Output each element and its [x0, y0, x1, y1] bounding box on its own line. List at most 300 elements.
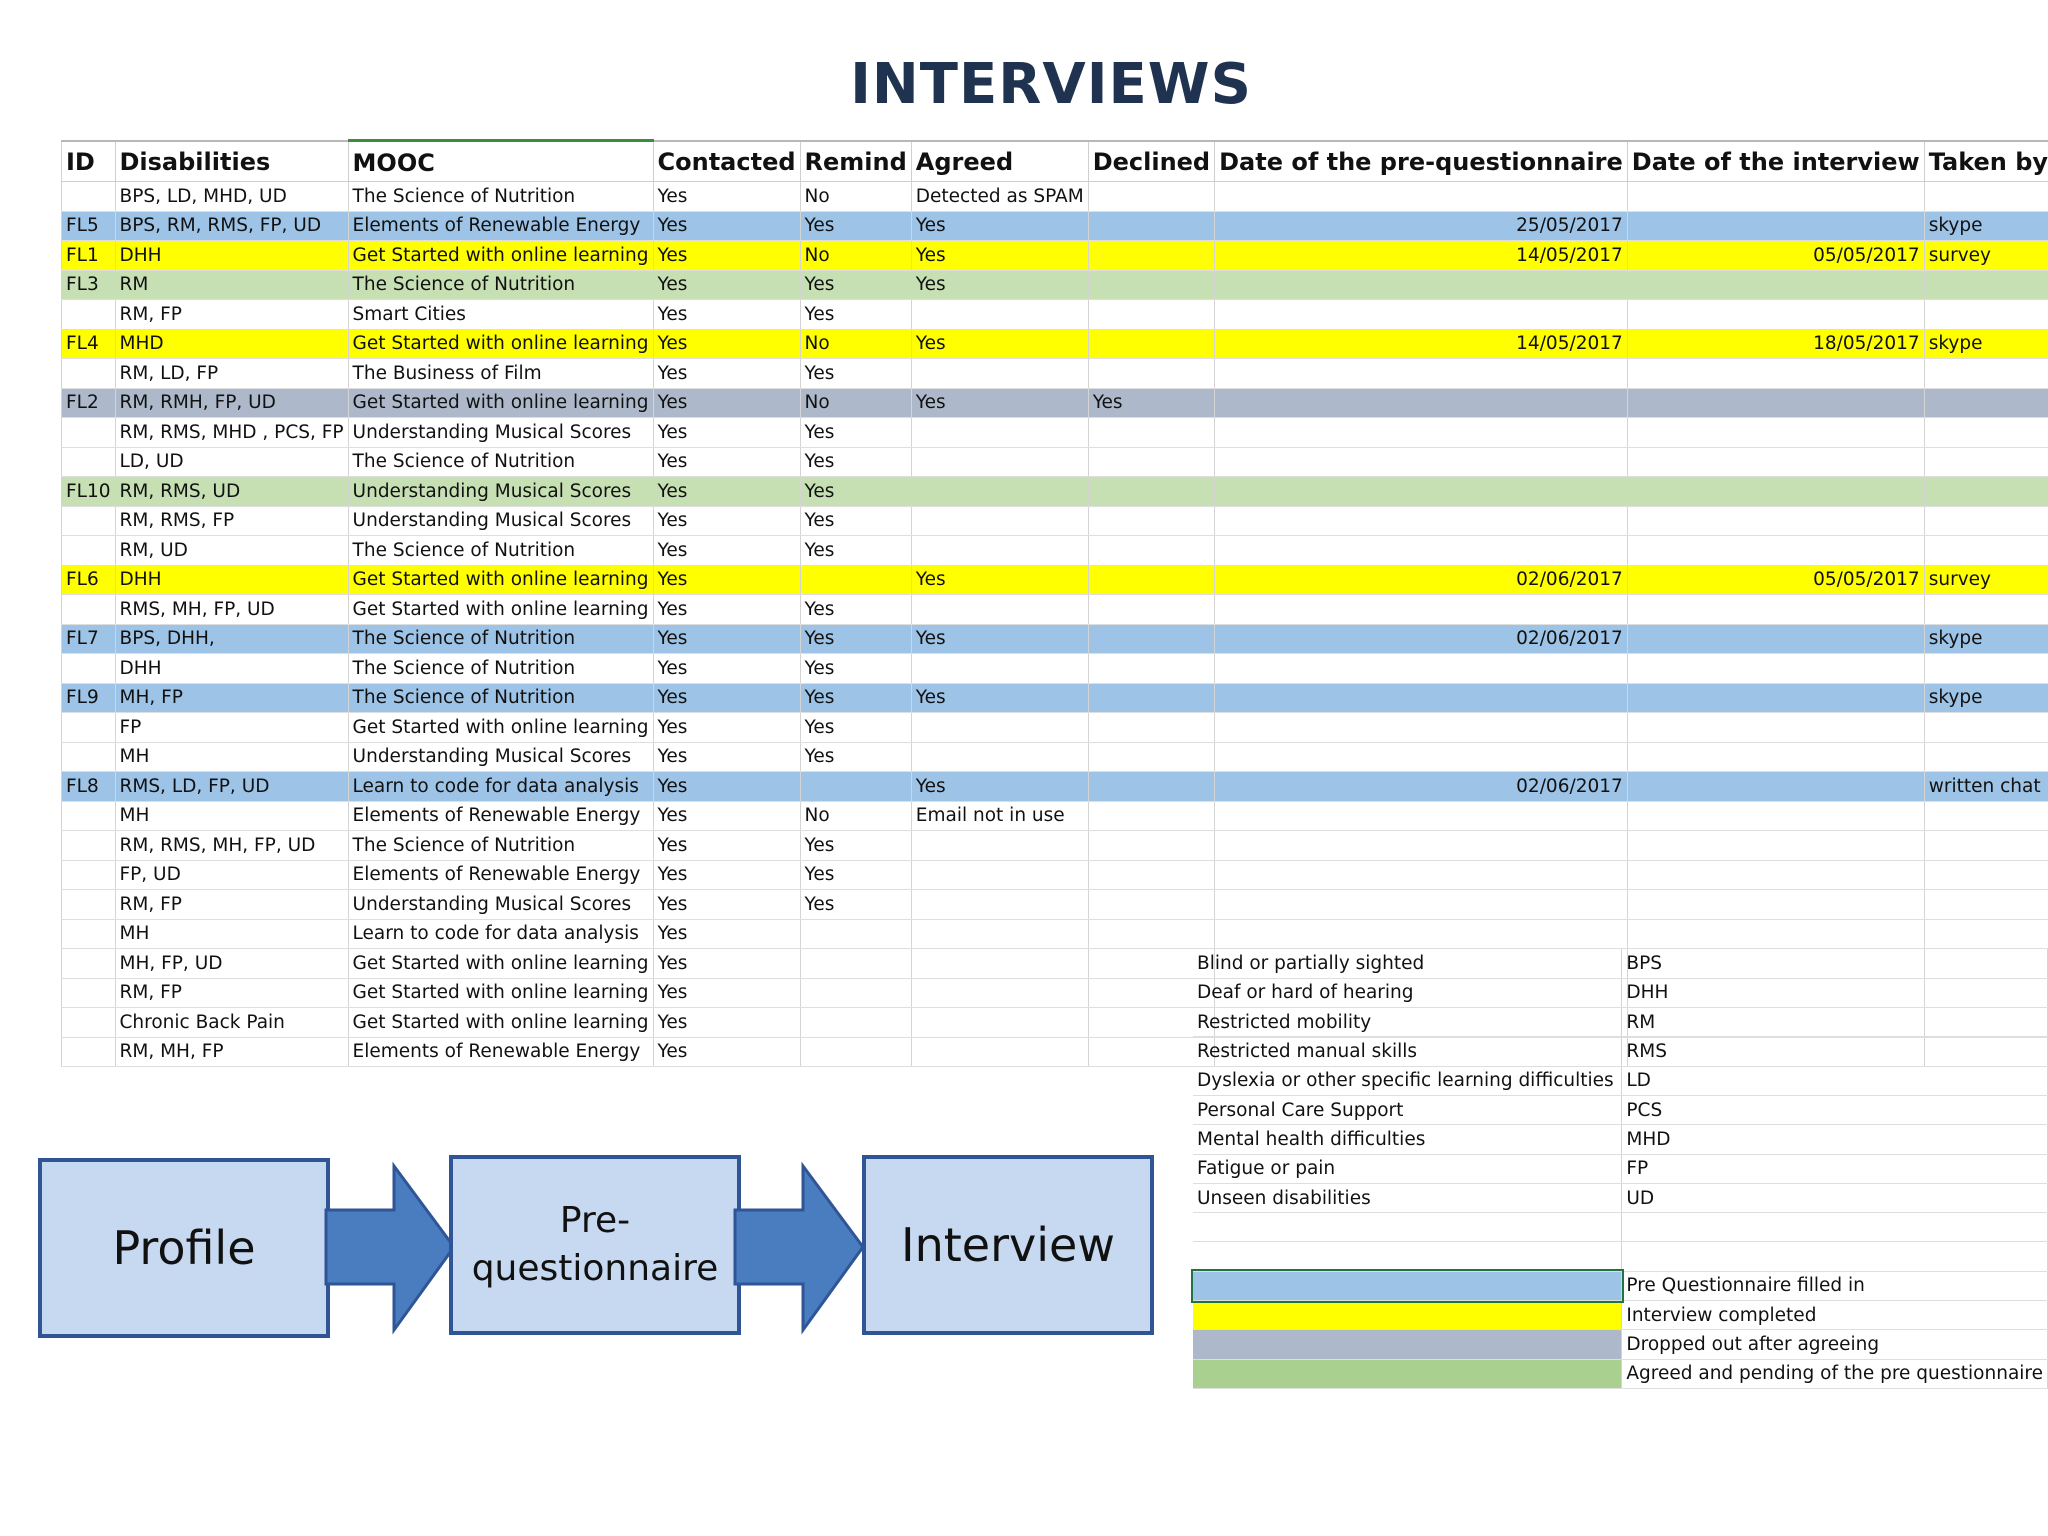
cell-disabilities: RM, RMS, MH, FP, UD [115, 831, 348, 861]
table-row [62, 595, 2048, 625]
cell-agreed [911, 742, 1088, 772]
cell-mooc: Get Started with online learning [348, 713, 653, 743]
disability-name: Blind or partially sighted [1193, 949, 1622, 978]
flow-step-interview-label: Interview [901, 1218, 1115, 1272]
color-swatch [1193, 1330, 1622, 1359]
cell-id: FL8 [62, 772, 116, 802]
cell-interview-date [1627, 211, 1924, 241]
cell-taken-by: survey [1924, 565, 2048, 595]
cell-contacted: Yes [653, 831, 800, 861]
cell-remind [800, 978, 911, 1008]
legend-empty-row [1193, 1242, 2048, 1271]
cell-interview-date [1627, 772, 1924, 802]
cell-id [62, 831, 116, 861]
cell-taken-by: skype [1924, 683, 2048, 713]
cell-remind: Yes [800, 595, 911, 625]
cell-id [62, 536, 116, 566]
cell-remind: Yes [800, 536, 911, 566]
cell-remind: No [800, 329, 911, 359]
cell-pre-questionnaire-date: 25/05/2017 [1215, 211, 1628, 241]
cell-mooc: Smart Cities [348, 300, 653, 330]
cell-remind: Yes [800, 860, 911, 890]
disability-code: BPS [1622, 949, 2048, 978]
cell-pre-questionnaire-date: 02/06/2017 [1215, 624, 1628, 654]
cell-id: FL4 [62, 329, 116, 359]
cell-contacted: Yes [653, 860, 800, 890]
cell-contacted: Yes [653, 506, 800, 536]
cell-declined [1088, 713, 1214, 743]
cell-remind: No [800, 182, 911, 212]
cell-remind [800, 949, 911, 979]
col-header-declined: Declined [1088, 141, 1214, 182]
cell-mooc: Get Started with online learning [348, 1008, 653, 1038]
col-header-mooc: MOOC [348, 141, 653, 182]
cell-contacted: Yes [653, 182, 800, 212]
legend-row [1193, 1066, 2048, 1095]
disability-name: Fatigue or pain [1193, 1154, 1622, 1183]
cell-id [62, 506, 116, 536]
cell-contacted: Yes [653, 477, 800, 507]
cell-declined [1088, 595, 1214, 625]
cell-id: FL10 [62, 477, 116, 507]
cell-mooc: Understanding Musical Scores [348, 418, 653, 448]
cell-pre-questionnaire-date: 02/06/2017 [1215, 772, 1628, 802]
cell-declined [1088, 359, 1214, 389]
cell-taken-by [1924, 182, 2048, 212]
cell-contacted: Yes [653, 772, 800, 802]
header-row [62, 141, 2048, 182]
cell-agreed [911, 860, 1088, 890]
cell-mooc: Elements of Renewable Energy [348, 211, 653, 241]
flow-step-pre-questionnaire [449, 1155, 741, 1335]
cell-pre-questionnaire-date [1215, 595, 1628, 625]
cell-interview-date [1627, 742, 1924, 772]
table-row [62, 860, 2048, 890]
cell-id [62, 595, 116, 625]
cell-interview-date: 05/05/2017 [1627, 241, 1924, 271]
color-legend-row [1193, 1271, 2048, 1300]
cell-disabilities: BPS, RM, RMS, FP, UD [115, 211, 348, 241]
cell-id [62, 801, 116, 831]
legend-row [1193, 1037, 2048, 1066]
cell-id [62, 890, 116, 920]
col-header-remind: Remind [800, 141, 911, 182]
cell-pre-questionnaire-date: 14/05/2017 [1215, 329, 1628, 359]
cell-id [62, 860, 116, 890]
cell-interview-date [1627, 447, 1924, 477]
cell-mooc: The Science of Nutrition [348, 270, 653, 300]
cell-agreed [911, 536, 1088, 566]
disability-code: FP [1622, 1154, 2048, 1183]
cell-mooc: Get Started with online learning [348, 978, 653, 1008]
cell-id [62, 978, 116, 1008]
cell-declined [1088, 447, 1214, 477]
cell-mooc: Get Started with online learning [348, 565, 653, 595]
cell-disabilities: BPS, DHH, [115, 624, 348, 654]
legend-row [1193, 1008, 2048, 1037]
cell-taken-by: skype [1924, 624, 2048, 654]
table-row [62, 182, 2048, 212]
cell-pre-questionnaire-date [1215, 683, 1628, 713]
cell-pre-questionnaire-date [1215, 919, 1628, 949]
table-row [62, 211, 2048, 241]
cell-disabilities: MH, FP, UD [115, 949, 348, 979]
cell-disabilities: RM, LD, FP [115, 359, 348, 389]
cell-agreed: Yes [911, 270, 1088, 300]
cell-declined [1088, 683, 1214, 713]
cell-taken-by [1924, 300, 2048, 330]
cell-declined [1088, 831, 1214, 861]
color-legend-label: Interview completed [1622, 1301, 2048, 1330]
cell-contacted: Yes [653, 713, 800, 743]
color-legend-label: Dropped out after agreeing [1622, 1330, 2048, 1359]
cell-pre-questionnaire-date [1215, 713, 1628, 743]
table-row [62, 359, 2048, 389]
cell-agreed [911, 831, 1088, 861]
cell-interview-date [1627, 654, 1924, 684]
cell-taken-by [1924, 654, 2048, 684]
disability-name: Restricted manual skills [1193, 1037, 1622, 1066]
cell-id [62, 1008, 116, 1038]
cell-disabilities: RMS, LD, FP, UD [115, 772, 348, 802]
color-legend-label: Pre Questionnaire filled in [1622, 1271, 2048, 1300]
cell-interview-date [1627, 801, 1924, 831]
table-row [62, 270, 2048, 300]
cell-pre-questionnaire-date [1215, 742, 1628, 772]
cell-id: FL7 [62, 624, 116, 654]
cell-agreed [911, 447, 1088, 477]
cell-remind: Yes [800, 654, 911, 684]
cell-interview-date [1627, 536, 1924, 566]
cell-contacted: Yes [653, 683, 800, 713]
disability-code: DHH [1622, 978, 2048, 1007]
cell-agreed [911, 978, 1088, 1008]
table-row [62, 329, 2048, 359]
cell-disabilities: RM, MH, FP [115, 1037, 348, 1067]
cell-remind: Yes [800, 300, 911, 330]
color-swatch [1193, 1301, 1622, 1330]
legend-row [1193, 949, 2048, 978]
cell-interview-date [1627, 683, 1924, 713]
cell-remind: Yes [800, 359, 911, 389]
cell-id: FL5 [62, 211, 116, 241]
cell-contacted: Yes [653, 919, 800, 949]
cell-id [62, 300, 116, 330]
cell-contacted: Yes [653, 447, 800, 477]
cell-declined [1088, 742, 1214, 772]
cell-contacted: Yes [653, 949, 800, 979]
cell-id [62, 919, 116, 949]
cell-pre-questionnaire-date [1215, 536, 1628, 566]
cell-taken-by [1924, 418, 2048, 448]
cell-id [62, 447, 116, 477]
table-row [62, 890, 2048, 920]
cell-contacted: Yes [653, 1037, 800, 1067]
cell-pre-questionnaire-date [1215, 477, 1628, 507]
cell-disabilities: BPS, LD, MHD, UD [115, 182, 348, 212]
arrow-right-icon [731, 1160, 871, 1335]
cell-pre-questionnaire-date [1215, 359, 1628, 389]
cell-mooc: Get Started with online learning [348, 329, 653, 359]
cell-disabilities: RM, FP [115, 890, 348, 920]
cell-agreed: Yes [911, 565, 1088, 595]
disability-name: Mental health difficulties [1193, 1125, 1622, 1154]
cell-remind [800, 1008, 911, 1038]
cell-pre-questionnaire-date [1215, 506, 1628, 536]
cell-mooc: Get Started with online learning [348, 949, 653, 979]
cell-interview-date [1627, 388, 1924, 418]
cell-agreed: Yes [911, 772, 1088, 802]
cell-taken-by [1924, 860, 2048, 890]
cell-disabilities: DHH [115, 565, 348, 595]
color-legend-row [1193, 1301, 2048, 1330]
cell-declined [1088, 565, 1214, 595]
cell-disabilities: MH, FP [115, 683, 348, 713]
table-row [62, 477, 2048, 507]
col-header-disabilities: Disabilities [115, 141, 348, 182]
cell-mooc: Elements of Renewable Energy [348, 860, 653, 890]
cell-id [62, 713, 116, 743]
table-row [62, 772, 2048, 802]
cell-pre-questionnaire-date [1215, 300, 1628, 330]
disability-name: Unseen disabilities [1193, 1183, 1622, 1212]
disability-code: UD [1622, 1183, 2048, 1212]
cell-remind: No [800, 241, 911, 271]
cell-pre-questionnaire-date [1215, 890, 1628, 920]
table-row [62, 624, 2048, 654]
cell-interview-date [1627, 624, 1924, 654]
cell-mooc: Get Started with online learning [348, 241, 653, 271]
cell-pre-questionnaire-date: 14/05/2017 [1215, 241, 1628, 271]
disability-name: Restricted mobility [1193, 1008, 1622, 1037]
cell-agreed [911, 919, 1088, 949]
cell-contacted: Yes [653, 978, 800, 1008]
disability-code: RMS [1622, 1037, 2048, 1066]
cell-interview-date [1627, 860, 1924, 890]
color-legend-row [1193, 1359, 2048, 1388]
cell-contacted: Yes [653, 418, 800, 448]
cell-declined [1088, 919, 1214, 949]
table-row [62, 565, 2048, 595]
cell-pre-questionnaire-date [1215, 654, 1628, 684]
cell-declined [1088, 506, 1214, 536]
cell-remind: Yes [800, 742, 911, 772]
cell-contacted: Yes [653, 359, 800, 389]
cell-contacted: Yes [653, 801, 800, 831]
cell-id [62, 418, 116, 448]
cell-contacted: Yes [653, 595, 800, 625]
cell-remind: Yes [800, 713, 911, 743]
cell-interview-date [1627, 300, 1924, 330]
cell-declined [1088, 536, 1214, 566]
flow-step-pre-questionnaire-label: Pre- questionnaire [471, 1200, 719, 1289]
cell-contacted: Yes [653, 624, 800, 654]
cell-agreed: Yes [911, 683, 1088, 713]
flow-step-profile-label: Profile [112, 1221, 256, 1275]
cell-interview-date [1627, 182, 1924, 212]
cell-pre-questionnaire-date [1215, 182, 1628, 212]
cell-pre-questionnaire-date [1215, 418, 1628, 448]
col-header-id: ID [62, 141, 116, 182]
cell-mooc: The Science of Nutrition [348, 683, 653, 713]
cell-taken-by [1924, 388, 2048, 418]
cell-declined [1088, 211, 1214, 241]
cell-taken-by [1924, 359, 2048, 389]
table-row [62, 919, 2048, 949]
cell-pre-questionnaire-date [1215, 270, 1628, 300]
cell-agreed [911, 949, 1088, 979]
cell-agreed: Yes [911, 241, 1088, 271]
cell-remind: Yes [800, 447, 911, 477]
cell-remind [800, 1037, 911, 1067]
cell-taken-by [1924, 595, 2048, 625]
cell-id: FL6 [62, 565, 116, 595]
cell-disabilities: RM, RMS, UD [115, 477, 348, 507]
table-row [62, 683, 2048, 713]
cell-taken-by [1924, 890, 2048, 920]
cell-taken-by: written chat [1924, 772, 2048, 802]
cell-agreed [911, 713, 1088, 743]
col-header-interview-date: Date of the interview [1627, 141, 1924, 182]
cell-disabilities: Chronic Back Pain [115, 1008, 348, 1038]
cell-disabilities: RM [115, 270, 348, 300]
interviews-table [61, 139, 2048, 1067]
cell-disabilities: MH [115, 742, 348, 772]
table-row [62, 742, 2048, 772]
cell-contacted: Yes [653, 329, 800, 359]
col-header-pre-questionnaire-date: Date of the pre-questionnaire [1215, 141, 1628, 182]
cell-interview-date [1627, 919, 1924, 949]
cell-contacted: Yes [653, 654, 800, 684]
cell-declined [1088, 241, 1214, 271]
col-header-contacted: Contacted [653, 141, 800, 182]
cell-taken-by [1924, 447, 2048, 477]
cell-interview-date [1627, 477, 1924, 507]
color-swatch [1193, 1359, 1622, 1388]
cell-taken-by [1924, 713, 2048, 743]
cell-mooc: Learn to code for data analysis [348, 919, 653, 949]
cell-contacted: Yes [653, 241, 800, 271]
cell-disabilities: FP, UD [115, 860, 348, 890]
page-title: INTERVIEWS [850, 52, 1252, 117]
cell-interview-date: 18/05/2017 [1627, 329, 1924, 359]
cell-mooc: The Science of Nutrition [348, 182, 653, 212]
cell-taken-by: survey [1924, 241, 2048, 271]
cell-interview-date [1627, 713, 1924, 743]
cell-id [62, 949, 116, 979]
cell-disabilities: RMS, MH, FP, UD [115, 595, 348, 625]
cell-remind: Yes [800, 477, 911, 507]
cell-contacted: Yes [653, 1008, 800, 1038]
cell-remind: Yes [800, 890, 911, 920]
cell-agreed [911, 1037, 1088, 1067]
table-row [62, 388, 2048, 418]
cell-disabilities: MH [115, 801, 348, 831]
cell-remind [800, 772, 911, 802]
cell-pre-questionnaire-date [1215, 801, 1628, 831]
cell-agreed [911, 477, 1088, 507]
cell-pre-questionnaire-date [1215, 447, 1628, 477]
cell-mooc: Understanding Musical Scores [348, 742, 653, 772]
arrow-right-icon [322, 1160, 462, 1335]
cell-disabilities: RM, FP [115, 978, 348, 1008]
disability-name: Deaf or hard of hearing [1193, 978, 1622, 1007]
cell-agreed: Email not in use [911, 801, 1088, 831]
color-legend-row [1193, 1330, 2048, 1359]
cell-contacted: Yes [653, 565, 800, 595]
table-row [62, 536, 2048, 566]
cell-declined [1088, 182, 1214, 212]
cell-agreed [911, 654, 1088, 684]
cell-declined [1088, 624, 1214, 654]
cell-id [62, 742, 116, 772]
cell-agreed [911, 506, 1088, 536]
table-row [62, 831, 2048, 861]
cell-declined [1088, 418, 1214, 448]
cell-contacted: Yes [653, 270, 800, 300]
cell-id [62, 654, 116, 684]
table-row [62, 713, 2048, 743]
cell-taken-by [1924, 506, 2048, 536]
cell-mooc: Understanding Musical Scores [348, 506, 653, 536]
cell-agreed [911, 890, 1088, 920]
cell-interview-date [1627, 506, 1924, 536]
cell-interview-date [1627, 270, 1924, 300]
legend-row [1193, 1154, 2048, 1183]
cell-declined [1088, 270, 1214, 300]
cell-declined [1088, 329, 1214, 359]
disability-code: PCS [1622, 1095, 2048, 1124]
cell-id: FL9 [62, 683, 116, 713]
cell-agreed: Detected as SPAM [911, 182, 1088, 212]
cell-disabilities: RM, RMS, FP [115, 506, 348, 536]
cell-contacted: Yes [653, 300, 800, 330]
cell-id [62, 182, 116, 212]
cell-taken-by [1924, 270, 2048, 300]
cell-taken-by [1924, 919, 2048, 949]
cell-mooc: The Science of Nutrition [348, 831, 653, 861]
cell-disabilities: FP [115, 713, 348, 743]
cell-mooc: Get Started with online learning [348, 388, 653, 418]
cell-mooc: The Business of Film [348, 359, 653, 389]
cell-remind [800, 919, 911, 949]
cell-mooc: Elements of Renewable Energy [348, 801, 653, 831]
table-row [62, 241, 2048, 271]
cell-agreed [911, 359, 1088, 389]
cell-remind: Yes [800, 506, 911, 536]
cell-taken-by [1924, 536, 2048, 566]
cell-disabilities: MH [115, 919, 348, 949]
cell-remind: Yes [800, 211, 911, 241]
cell-remind: No [800, 388, 911, 418]
cell-agreed: Yes [911, 624, 1088, 654]
cell-taken-by: skype [1924, 211, 2048, 241]
cell-contacted: Yes [653, 211, 800, 241]
cell-taken-by: skype [1924, 329, 2048, 359]
cell-declined [1088, 477, 1214, 507]
cell-mooc: Elements of Renewable Energy [348, 1037, 653, 1067]
cell-id: FL3 [62, 270, 116, 300]
table-row [62, 506, 2048, 536]
cell-interview-date [1627, 418, 1924, 448]
cell-disabilities: RM, UD [115, 536, 348, 566]
legend-row [1193, 1125, 2048, 1154]
cell-remind: Yes [800, 270, 911, 300]
abbreviation-legend [1193, 949, 2048, 1389]
disability-name: Personal Care Support [1193, 1095, 1622, 1124]
cell-disabilities: RM, FP [115, 300, 348, 330]
cell-mooc: Understanding Musical Scores [348, 477, 653, 507]
